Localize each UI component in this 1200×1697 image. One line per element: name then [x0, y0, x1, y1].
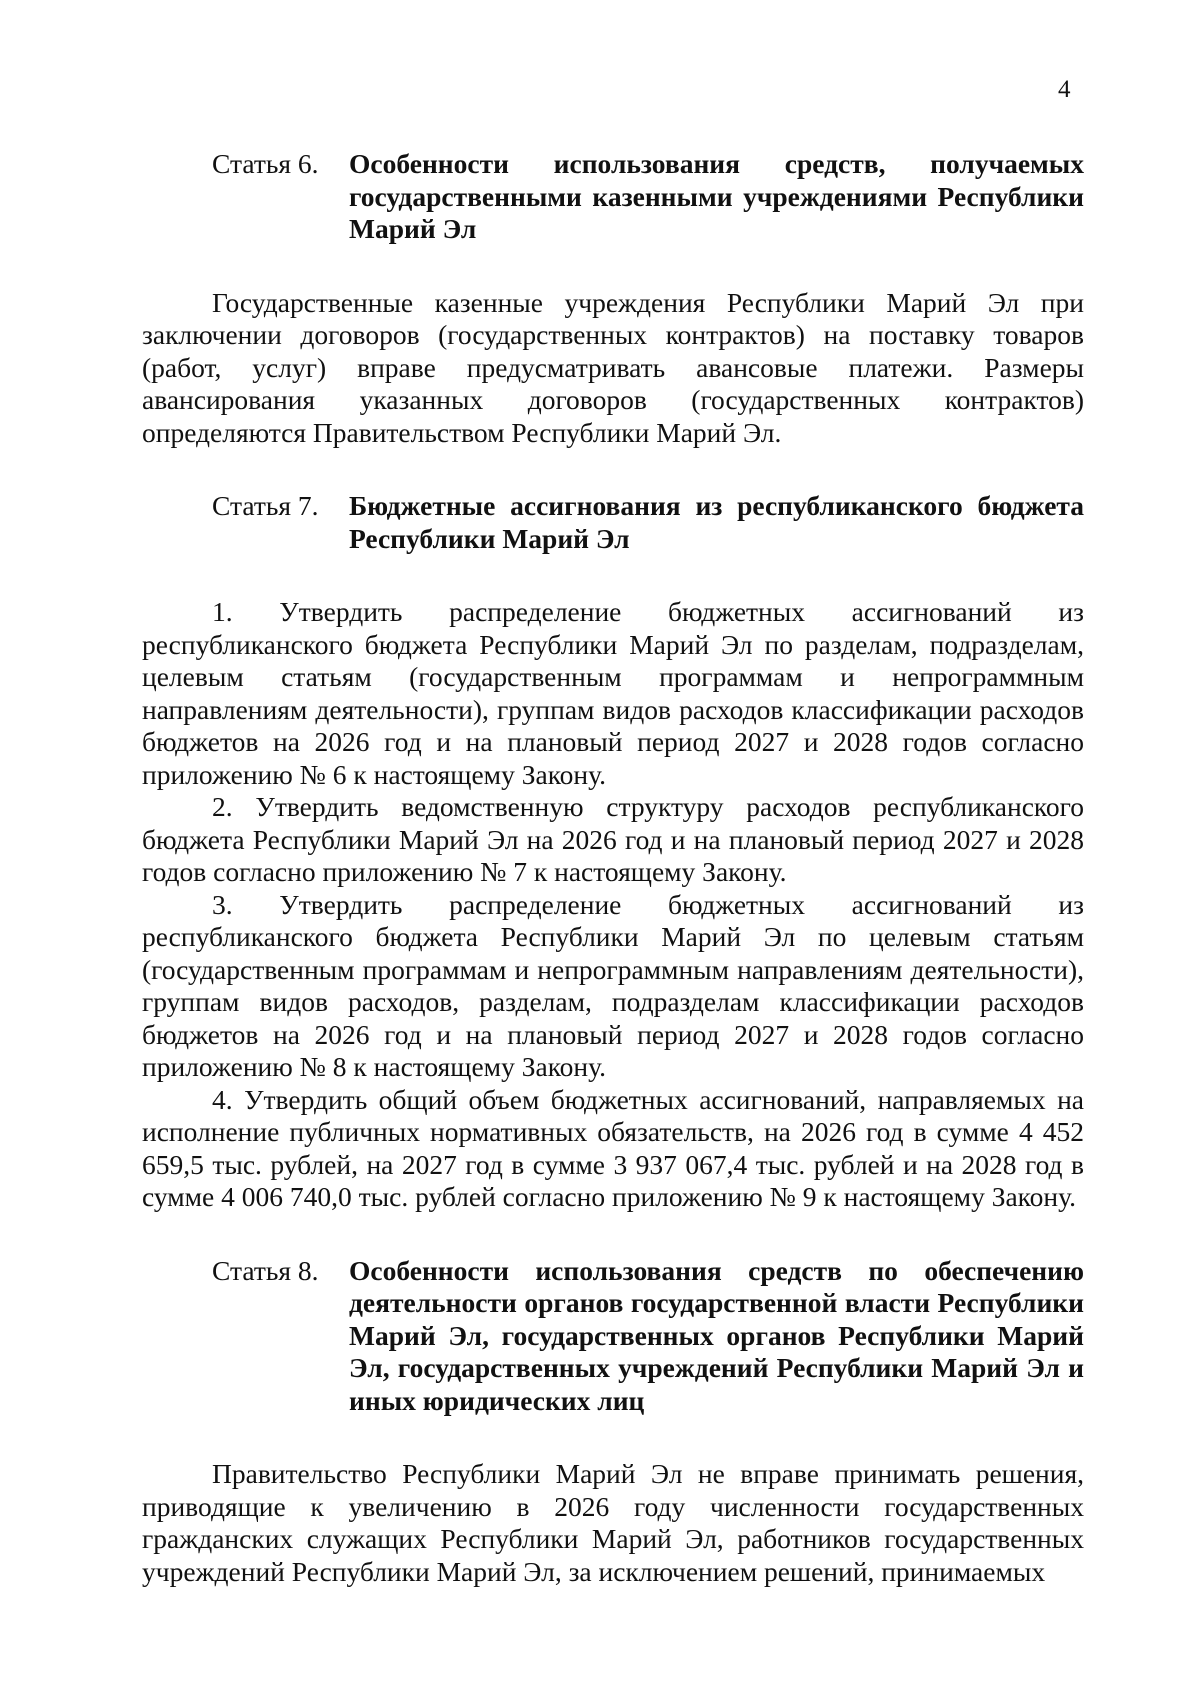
document-body — [142, 148, 1084, 1588]
article-paragraph: 4. Утвердить общий объем бюджетных ассигнований, направляемых на исполнение публичных нормативных обязательств, на 2026 год в сумме 4 452 659,5 тыс. рублей, на 2027 год в сумме 3 937 067,4 тыс. рублей и на 2028 год в сумме 4 006 740,0 тыс. рублей согласно приложению № 9 к настоящему Закону. — [142, 1083, 1084, 1212]
article-6-heading — [142, 148, 1084, 246]
article-title: Особенности использования средств по обеспечению деятельности органов государственной власти Республики Марий Эл, государственных органов Республики Марий Эл, государственных учреждений Республики Марий Эл и иных юридических лиц — [349, 1254, 1084, 1416]
article-paragraph: 3. Утвердить распределение бюджетных ассигнований из республиканского бюджета Республики Марий Эл по целевым статьям (государственным программам и непрограммным направлениям деятельности), группам видов расходов, разделам, подразделам классификации расходов бюджетов на 2026 год и на плановый период 2027 и 2028 годов согласно приложению № 8 к настоящему Закону. — [142, 888, 1084, 1082]
article-paragraph: 1. Утвердить распределение бюджетных ассигнований из республиканского бюджета Республики Марий Эл по разделам, подразделам, целевым статьям (государственным программам и непрограммным направлениям деятельности), группам видов расходов классификации расходов бюджетов на 2026 год и на плановый период 2027 и 2028 годов согласно приложению № 6 к настоящему Закону. — [142, 596, 1084, 790]
article-title: Особенности использования средств, получаемых государственными казенными учреждениями Республики Марий Эл — [349, 148, 1084, 244]
article-label: Статья 7. — [212, 490, 319, 521]
article-7-heading — [142, 490, 1084, 555]
article-title: Бюджетные ассигнования из республиканского бюджета Республики Марий Эл — [349, 490, 1084, 554]
article-paragraph: Государственные казенные учреждения Республики Марий Эл при заключении договоров (государственных контрактов) на поставку товаров (работ, услуг) вправе предусматривать авансовые платежи. Размеры авансирования указанных договоров (государственных контрактов) определяются Правительством Республики Марий Эл. — [142, 286, 1084, 448]
article-label: Статья 6. — [212, 148, 319, 179]
article-label: Статья 8. — [212, 1254, 319, 1286]
article-paragraph: 2. Утвердить ведомственную структуру расходов республиканского бюджета Республики Марий Эл на 2026 год и на плановый период 2027 и 2028 годов согласно приложению № 7 к настоящему Закону. — [142, 791, 1084, 887]
article-paragraph: Правительство Республики Марий Эл не вправе принимать решения, приводящие к увеличению в 2026 году численности государственных гражданских служащих Республики Марий Эл, работников государственных учреждений Республики Марий Эл, за исключением решений, принимаемых — [142, 1458, 1084, 1587]
article-8-heading — [142, 1255, 1084, 1418]
page-number: 4 — [1058, 76, 1071, 103]
